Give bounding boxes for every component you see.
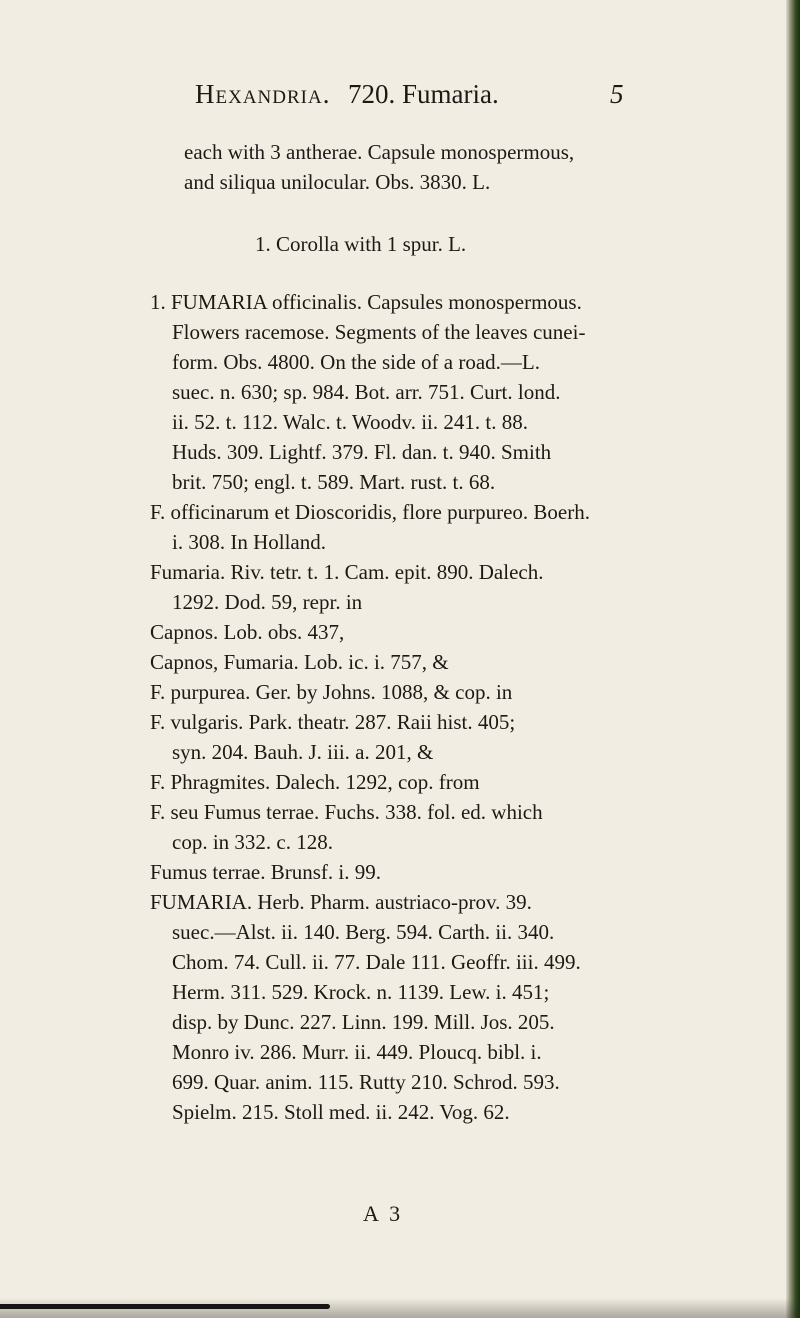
synonym-line: F. purpurea. Ger. by Johns. 1088, & cop. in [150, 680, 513, 704]
running-header [148, 76, 628, 112]
text-line: form. Obs. 4800. On the side of a road.—L. [172, 350, 541, 374]
header-section: Hexandria. [195, 79, 331, 109]
synonym-line: Capnos. Lob. obs. 437, [150, 620, 345, 644]
signature-mark: A 3 [363, 1201, 404, 1226]
text-line: brit. 750; engl. t. 589. Mart. rust. t. 68. [172, 470, 496, 494]
synonym-line: F. vulgaris. Park. theatr. 287. Raii hist. 405; [150, 710, 516, 734]
text-line: ii. 52. t. 112. Walc. t. Woodv. ii. 241. t. 88. [172, 410, 528, 434]
book-binding-edge [786, 0, 800, 1318]
text-line: each with 3 antherae. Capsule monospermous, [184, 140, 575, 164]
synonym-line: F. Phragmites. Dalech. 1292, cop. from [150, 770, 480, 794]
text-line: Huds. 309. Lightf. 379. Fl. dan. t. 940. Smith [172, 440, 552, 464]
text-line: suec. n. 630; sp. 984. Bot. arr. 751. Curt. lond. [172, 380, 561, 404]
text-line: cop. in 332. c. 128. [172, 830, 333, 854]
species-entry: 1. FUMARIA officinalis. Capsules monospermous. [150, 290, 582, 314]
text-line: suec.—Alst. ii. 140. Berg. 594. Carth. ii. 340. [172, 920, 555, 944]
text-line: Spielm. 215. Stoll med. ii. 242. Vog. 62. [172, 1100, 510, 1124]
text-line: Chom. 74. Cull. ii. 77. Dale 111. Geoffr. iii. 499. [172, 950, 581, 974]
pharmacopoeia-line: FUMARIA. Herb. Pharm. austriaco-prov. 39. [150, 890, 532, 914]
text-line: Monro iv. 286. Murr. ii. 449. Ploucq. bibl. i. [172, 1040, 542, 1064]
text-line: Herm. 311. 529. Krock. n. 1139. Lew. i. 451; [172, 980, 550, 1004]
synonym-line: F. seu Fumus terrae. Fuchs. 338. fol. ed. which [150, 800, 543, 824]
text-line: i. 308. In Holland. [172, 530, 326, 554]
text-line: disp. by Dunc. 227. Linn. 199. Mill. Jos. 205. [172, 1010, 555, 1034]
synonym-line: Fumus terrae. Brunsf. i. 99. [150, 860, 381, 884]
synonym-line: Capnos, Fumaria. Lob. ic. i. 757, & [150, 650, 449, 674]
text-line: Flowers racemose. Segments of the leaves cunei- [172, 320, 586, 344]
page-number: 5 [610, 79, 624, 109]
text-line: and siliqua unilocular. Obs. 3830. L. [184, 170, 491, 194]
synonym-line: Fumaria. Riv. tetr. t. 1. Cam. epit. 890. Dalech. [150, 560, 544, 584]
header-title: 720. Fumaria. [348, 79, 499, 109]
text-line: syn. 204. Bauh. J. iii. a. 201, & [172, 740, 434, 764]
text-line: 699. Quar. anim. 115. Rutty 210. Schrod. 593. [172, 1070, 560, 1094]
synonym-line: F. officinarum et Dioscoridis, flore purpureo. Boerh. [150, 500, 590, 524]
bottom-dark-rule [0, 1304, 330, 1309]
text-line: 1292. Dod. 59, repr. in [172, 590, 363, 614]
section-heading: 1. Corolla with 1 spur. L. [255, 232, 467, 256]
